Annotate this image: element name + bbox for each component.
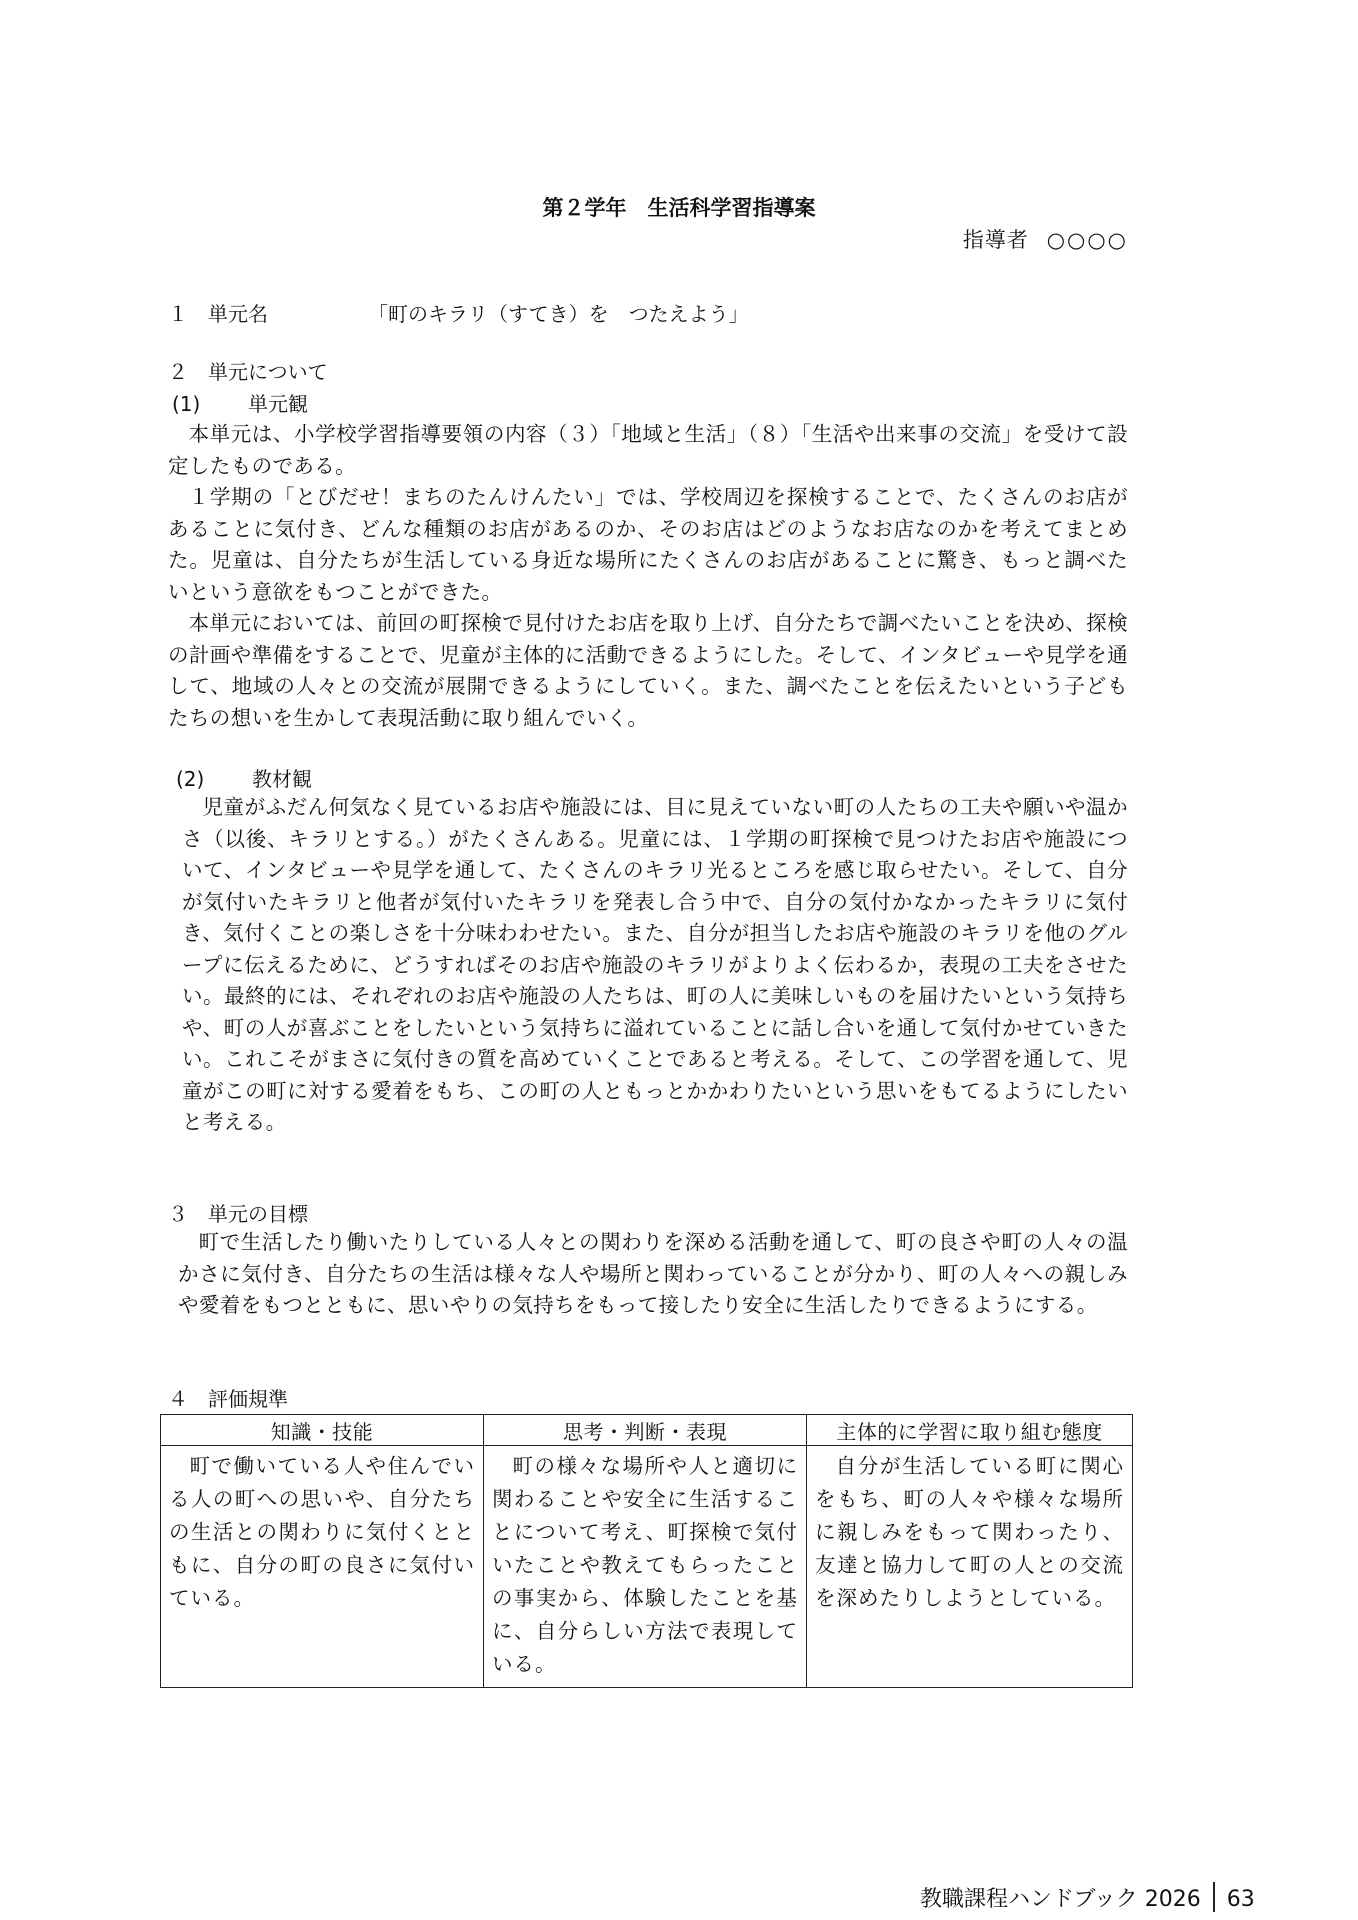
table-cell bbox=[807, 1446, 1133, 1688]
table-header-row bbox=[161, 1415, 1133, 1446]
goal-body bbox=[178, 1227, 1128, 1322]
section-heading bbox=[168, 1198, 308, 1227]
section-heading bbox=[168, 356, 328, 385]
author-name: ○○○○ bbox=[1046, 228, 1128, 252]
section-number: ２ bbox=[168, 360, 188, 384]
subsection-number: (1) bbox=[172, 392, 201, 416]
column-header: 思考・判断・表現 bbox=[484, 1415, 807, 1446]
section-number: ４ bbox=[168, 1387, 188, 1411]
section-number: １ bbox=[168, 302, 188, 326]
paragraph: 本単元は、小学校学習指導要領の内容（３）「地域と生活」（８）「生活や出来事の交流」を受けて設定したものである。 bbox=[168, 422, 1128, 478]
subsection-heading bbox=[176, 763, 312, 792]
subsection-heading-text: 単元観 bbox=[248, 392, 308, 416]
unit-name-label: 単元名 bbox=[208, 302, 268, 326]
author-line bbox=[963, 224, 1128, 254]
page-footer bbox=[920, 1882, 1255, 1913]
column-header: 主体的に学習に取り組む態度 bbox=[807, 1415, 1133, 1446]
paragraph: 児童がふだん何気なく見ているお店や施設には、目に見えていない町の人たちの工夫や願いや温かさ（以後、キラリとする。）がたくさんある。児童には、１学期の町探検で見つけたお店や施設について、インタビューや見学を通して、たくさんのキラリ光るところを感じ取らせたい。そして、自分が気付いたキラリと他者が気付いたキラリを発表し合う中で、自分の気付かなかったキラリに気付き、気付くことの楽しさを十分味わわせたい。また、自分が担当したお店や施設のキラリを他のグループに伝えるために、どうすればそのお店や施設のキラリがよりよく伝わるか，表現の工夫をさせたい。最終的には、それぞれのお店や施設の人たちは、町の人に美味しいものを届けたいという気持ちや、町の人が喜ぶことをしたいという気持ちに溢れていることに話し合いを通して気付かせていきたい。これこそがまさに気付きの質を高めていくことであると考える。そして、この学習を通して、児童がこの町に対する愛着をもち、この町の人ともっとかかわりたいという思いをもてるようにしたいと考える。 bbox=[182, 795, 1128, 1134]
section-heading-text: 評価規準 bbox=[208, 1387, 288, 1411]
evaluation-criteria-table bbox=[160, 1414, 1133, 1688]
column-header: 知識・技能 bbox=[161, 1415, 484, 1446]
table-cell bbox=[484, 1446, 807, 1688]
section-heading bbox=[168, 1383, 288, 1412]
book-title: 教職課程ハンドブック 2026 bbox=[920, 1887, 1201, 1912]
section-heading-text: 単元について bbox=[208, 360, 328, 384]
table-cell bbox=[161, 1446, 484, 1688]
paragraph: １学期の「とびだせ！まちのたんけんたい」では、学校周辺を探検することで、たくさんのお店があることに気付き、どんな種類のお店があるのか、そのお店はどのようなお店なのかを考えてまとめた。児童は、自分たちが生活している身近な場所にたくさんのお店があることに驚き、もっと調べたいという意欲をもつことができた。 bbox=[168, 485, 1128, 604]
subsection-number: (2) bbox=[176, 767, 205, 791]
footer-divider bbox=[1213, 1882, 1215, 1912]
table-row bbox=[161, 1446, 1133, 1688]
section-number: ３ bbox=[168, 1202, 188, 1226]
page-number: 63 bbox=[1226, 1887, 1255, 1912]
cell-text: 町の様々な場所や人と適切に関わることや安全に生活することについて考え、町探検で気付いたことや教えてもらったことの事実から、体験したことを基に、自分らしい方法で表現している。 bbox=[492, 1454, 798, 1676]
unit-name-value: 「町のキラリ（すてき）を つたえよう」 bbox=[368, 302, 749, 326]
paragraph: 本単元においては、前回の町探検で見付けたお店を取り上げ、自分たちで調べたいことを決め、探検の計画や準備をすることで、児童が主体的に活動できるようにした。そして、インタビューや見学を通して、地域の人々との交流が展開できるようにしていく。また、調べたことを伝えたいという子どもたちの想いを生かして表現活動に取り組んでいく。 bbox=[168, 611, 1128, 730]
section-unit-name bbox=[168, 298, 749, 327]
unit-view-body bbox=[168, 419, 1128, 734]
subsection-heading-text: 教材観 bbox=[252, 767, 312, 791]
section-heading-text: 単元の目標 bbox=[208, 1202, 308, 1226]
cell-text: 町で働いている人や住んでいる人の町への思いや、自分たちの生活との関わりに気付くとともに、自分の町の良さに気付いている。 bbox=[169, 1454, 475, 1610]
cell-text: 自分が生活している町に関心をもち、町の人々や様々な場所に親しみをもって関わったり、友達と協力して町の人との交流を深めたりしようとしている。 bbox=[815, 1454, 1124, 1610]
unit-name-label-wrap bbox=[168, 298, 368, 327]
subsection-heading bbox=[172, 388, 308, 417]
page-title: 第２学年 生活科学習指導案 bbox=[542, 196, 816, 220]
paragraph: 町で生活したり働いたりしている人々との関わりを深める活動を通して、町の良さや町の人々の温かさに気付き、自分たちの生活は様々な人や場所と関わっていることが分かり、町の人々への親しみや愛着をもつとともに、思いやりの気持ちをもって接したり安全に生活したりできるようにする。 bbox=[178, 1230, 1128, 1317]
material-view-body bbox=[182, 792, 1128, 1139]
author-label: 指導者 bbox=[962, 228, 1029, 252]
